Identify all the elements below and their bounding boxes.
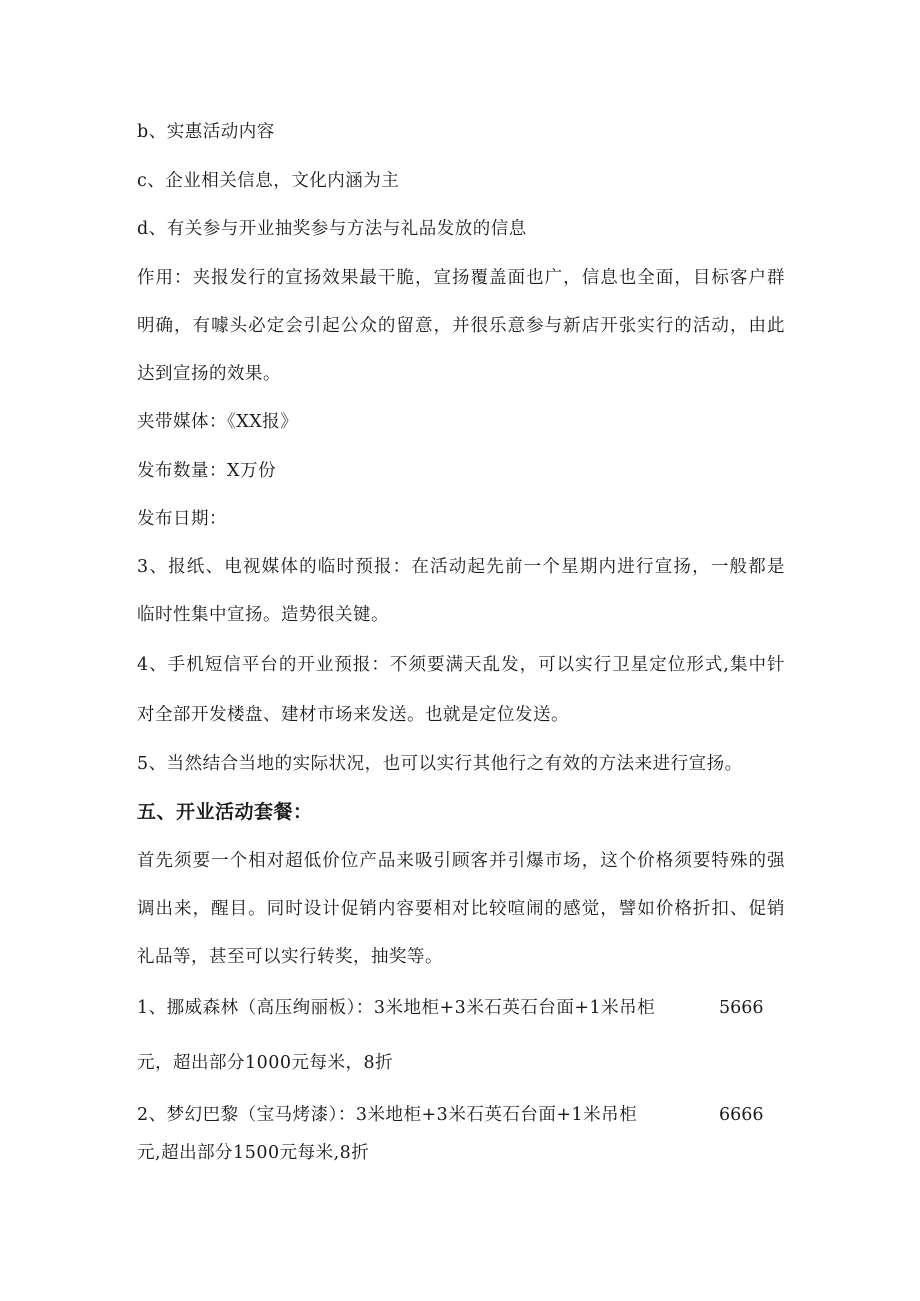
effect-paragraph-line-2: 明确，有噱头必定会引起公众的留意，并很乐意参与新店开张实行的活动，由此 xyxy=(137,316,785,336)
media-line: 夹带媒体：《XX报》 xyxy=(137,412,299,432)
package-1-price: 5666 xyxy=(719,998,764,1018)
item-3-line-1: 3、报纸、电视媒体的临时预报：在活动起先前一个星期内进行宣扬，一般都是 xyxy=(137,557,785,577)
item-5-line: 5、当然结合当地的实际状况，也可以实行其他行之有效的方法来进行宣扬。 xyxy=(137,754,743,774)
section-heading: 五、开业活动套餐： xyxy=(137,801,313,823)
package-2-price: 6666 xyxy=(719,1105,764,1125)
package-1-description: 1、挪威森林（高压绚丽板）：3米地柜+3米石英石台面+1米吊柜 xyxy=(137,998,656,1018)
list-item-b: b、实惠活动内容 xyxy=(137,122,275,142)
item-4-line-2: 对全部开发楼盘、建材市场来发送。也就是定位发送。 xyxy=(137,705,569,725)
effect-paragraph-line-3: 达到宣扬的效果。 xyxy=(137,364,281,384)
intro-line-3: 礼品等，甚至可以实行转奖，抽奖等。 xyxy=(137,947,443,967)
list-item-c: c、企业相关信息，文化内涵为主 xyxy=(137,171,400,191)
intro-line-2: 调出来，醒目。同时设计促销内容要相对比较喧闹的感觉，譬如价格折扣、促销 xyxy=(137,899,785,919)
intro-line-1: 首先须要一个相对超低价位产品来吸引顾客并引爆市场，这个价格须要特殊的强 xyxy=(137,851,785,871)
item-3-line-2: 临时性集中宣扬。造势很关键。 xyxy=(137,605,389,625)
package-2-details: 元,超出部分1500元每米,8折 xyxy=(137,1143,370,1163)
package-2-description: 2、梦幻巴黎（宝马烤漆）：3米地柜+3米石英石台面+1米吊柜 xyxy=(137,1105,638,1125)
quantity-line: 发布数量：X万份 xyxy=(137,461,276,481)
package-1-details: 元，超出部分1000元每米，8折 xyxy=(137,1053,394,1073)
effect-paragraph-line-1: 作用：夹报发行的宣扬效果最干脆，宣扬覆盖面也广，信息也全面，目标客户群 xyxy=(137,268,785,288)
date-line: 发布日期： xyxy=(137,509,227,529)
item-4-line-1: 4、手机短信平台的开业预报：不须要满天乱发，可以实行卫星定位形式,集中针 xyxy=(137,655,785,675)
list-item-d: d、有关参与开业抽奖参与方法与礼品发放的信息 xyxy=(137,219,527,239)
